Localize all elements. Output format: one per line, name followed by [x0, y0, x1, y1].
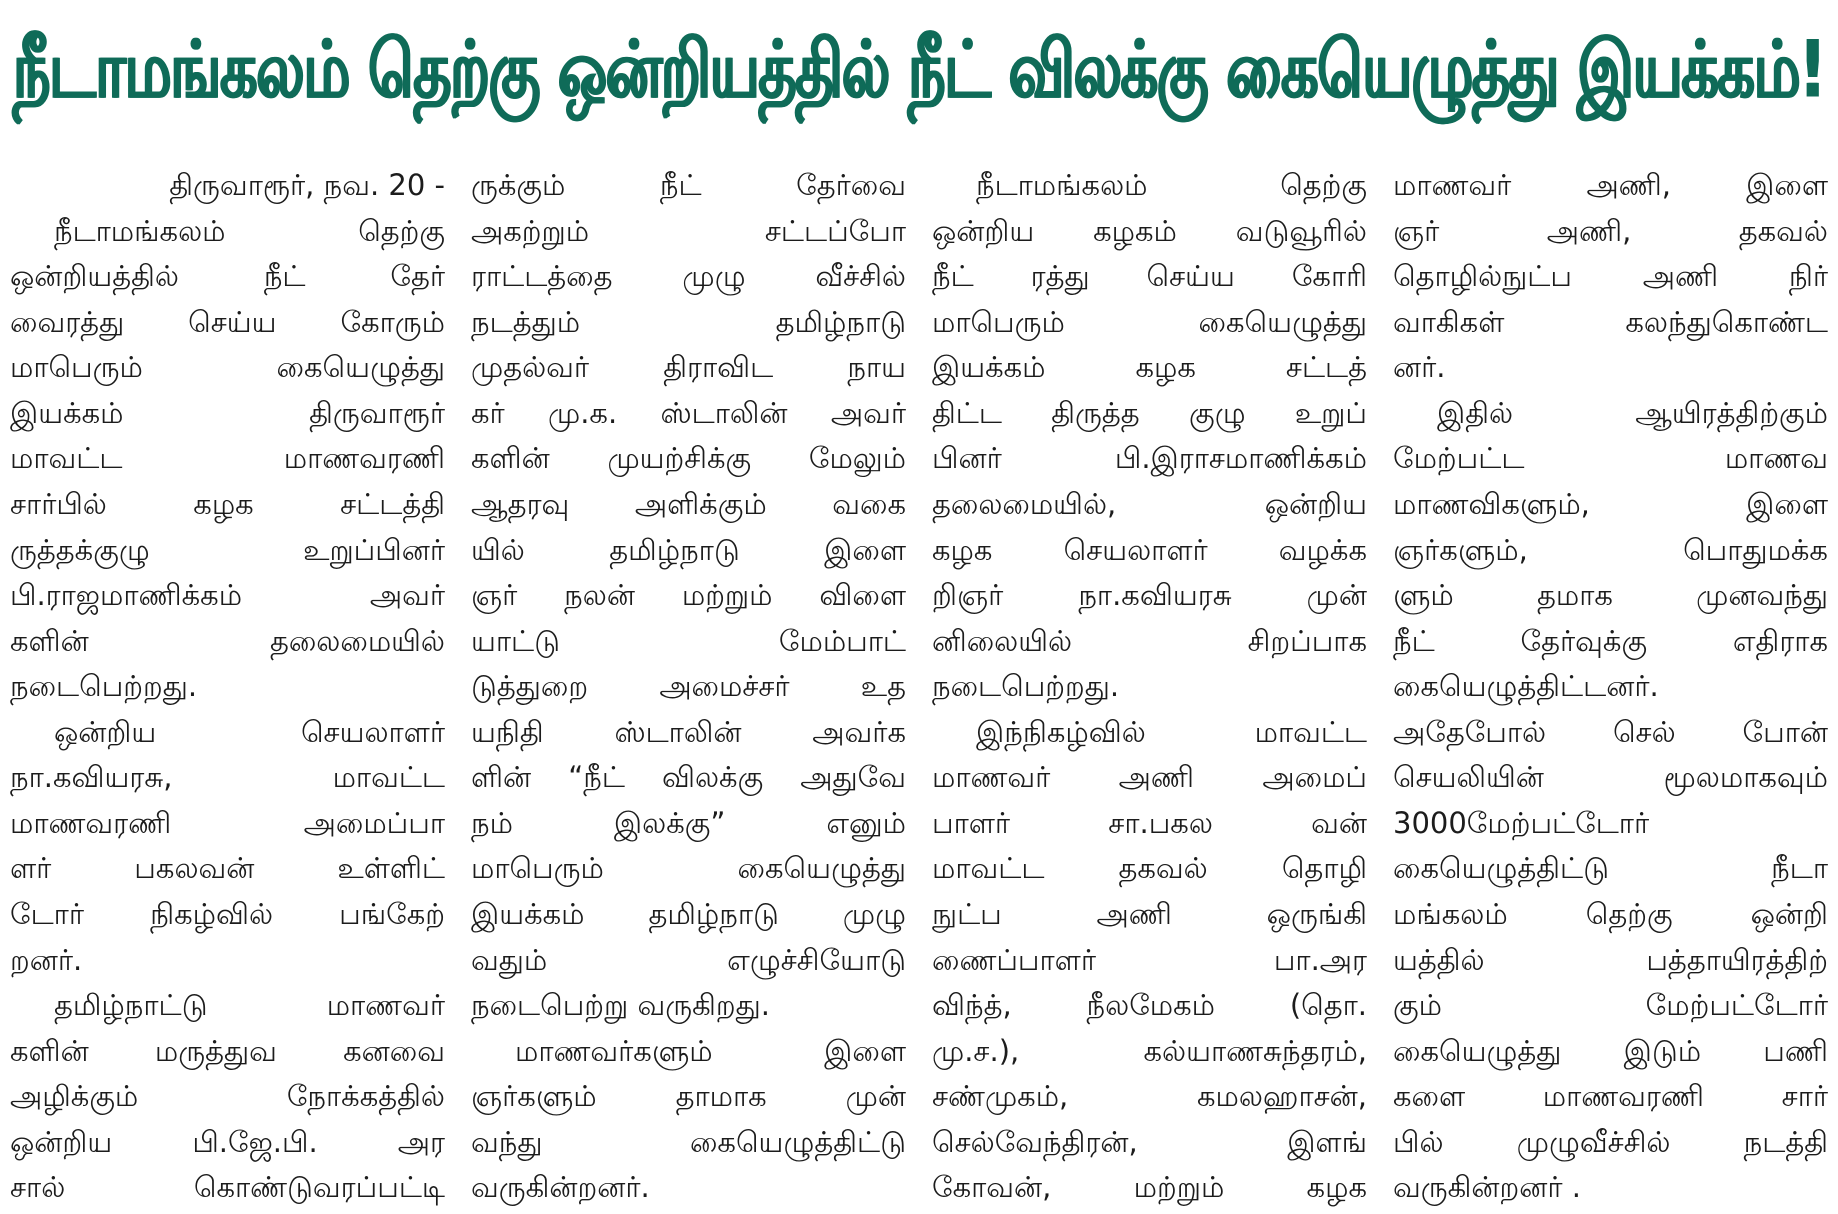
article-line: வருகின்றனர்.: [471, 1170, 650, 1205]
article-line: வைரத்து செய்ய கோரும்: [10, 304, 445, 339]
article-line: இந்நிகழ்வில் மாவட்ட: [976, 714, 1367, 749]
article-line: மாணவர்களும் இளை: [515, 1033, 906, 1068]
article-line: சார்பில் கழக சட்டத்தி: [10, 486, 445, 521]
article-line: கர் மு.க. ஸ்டாலின் அவர்: [471, 395, 906, 430]
article-line: தமிழ்நாட்டு மாணவர்: [54, 988, 445, 1023]
article-line: மாணவர் அணி அமைப்: [932, 760, 1367, 795]
article-line: நீட் ரத்து செய்ய கோரி: [932, 259, 1367, 294]
article-line: மங்கலம் தெற்கு ஒன்றி: [1393, 897, 1828, 931]
article-line: மாணவிகளும், இளை: [1393, 486, 1828, 521]
article-line: மாணவர் அணி, இளை: [1393, 168, 1828, 202]
article-column-3: [932, 162, 1367, 1210]
article-line: ஒன்றிய கழகம் வடுவூரில்: [932, 213, 1367, 248]
article-line: ஒன்றிய பி.ஜே.பி. அர: [10, 1124, 445, 1159]
article-line: ளும் தமாக முனவந்து: [1393, 578, 1828, 613]
article-line: கோவன், மற்றும் கழக: [932, 1170, 1367, 1205]
article-line: நீடாமங்கலம் தெற்கு: [54, 213, 445, 248]
article-line: நடைபெற்று வருகிறது.: [471, 988, 770, 1023]
article-line: மாபெரும் கையெழுத்து: [471, 851, 906, 886]
article-line: நடைபெற்றது.: [10, 669, 198, 704]
article-line: நடைபெற்றது.: [932, 669, 1120, 704]
article-line: பினர் பி.இராசமாணிக்கம்: [932, 441, 1367, 476]
article-line: கையெழுத்திட்டனர்.: [1393, 669, 1659, 704]
article-line: கையெழுத்திட்டு நீடா: [1393, 851, 1828, 886]
article-line: வந்து கையெழுத்திட்டு: [471, 1124, 906, 1159]
article-line: வாகிகள் கலந்துகொண்ட: [1393, 304, 1828, 339]
article-line: அகற்றும் சட்டப்போ: [471, 213, 906, 248]
article-line: நடத்தும் தமிழ்நாடு: [471, 304, 906, 339]
article-line: ஒன்றியத்தில் நீட் தேர்: [10, 259, 445, 294]
article-line: பாளர் சா.பகல வன்: [932, 805, 1367, 840]
article-line: இயக்கம் கழக சட்டத்: [932, 350, 1367, 385]
article-line: சால் கொண்டுவரப்பட்டி: [10, 1170, 445, 1205]
article-line: னர்.: [1393, 350, 1446, 385]
article-line: னிலையில் சிறப்பாக: [932, 623, 1367, 658]
article-line: ணைப்பாளர் பா.அர: [932, 942, 1367, 977]
article-line: சண்முகம், கமலஹாசன்,: [932, 1079, 1367, 1114]
article-line: மாபெரும் கையெழுத்து: [932, 304, 1367, 339]
article-line: நீடாமங்கலம் தெற்கு: [976, 168, 1367, 202]
article-line: அழிக்கும் நோக்கத்தில்: [10, 1079, 445, 1114]
article-line: மேற்பட்ட மாணவ: [1393, 441, 1828, 476]
article-line: திருவாரூர், நவ. 20 -: [169, 168, 445, 202]
article-line: ருத்தக்குழு உறுப்பினர்: [10, 532, 445, 567]
article-line: பில் முழுவீச்சில் நடத்தி: [1393, 1124, 1828, 1159]
article-line: டோர் நிகழ்வில் பங்கேற்: [10, 897, 445, 931]
article-line: யில் தமிழ்நாடு இளை: [471, 532, 906, 567]
article-column-4: [1393, 162, 1828, 1210]
article-line: விந்த், நீலமேகம் (தொ.: [932, 988, 1367, 1023]
article-column-1: [10, 162, 445, 1210]
article-line: இயக்கம் திருவாரூர்: [10, 395, 445, 430]
article-line: தலைமையில், ஒன்றிய: [932, 486, 1367, 521]
article-line: இயக்கம் தமிழ்நாடு முழு: [471, 897, 906, 931]
article-line: ஞர் அணி, தகவல்: [1393, 213, 1828, 248]
article-line: கும் மேற்பட்டோர்: [1393, 988, 1828, 1023]
article-line: ளின் “நீட் விலக்கு அதுவே: [471, 760, 906, 795]
article-line: களை மாணவரணி சார்: [1393, 1079, 1828, 1114]
article-line: வதும் எழுச்சியோடு: [471, 942, 906, 977]
article-line: நீட் தேர்வுக்கு எதிராக: [1393, 623, 1828, 658]
article-line: ஞர் நலன் மற்றும் விளை: [471, 578, 906, 613]
article-line: நா.கவியரசு, மாவட்ட: [10, 760, 445, 795]
article-line: மாணவரணி அமைப்பா: [10, 805, 445, 840]
article-line: 3000மேற்பட்டோர்: [1393, 805, 1650, 840]
article-line: திட்ட திருத்த குழு உறுப்: [932, 395, 1367, 430]
article-line: கையெழுத்து இடும் பணி: [1393, 1033, 1828, 1068]
article-line: தொழில்நுட்ப அணி நிர்: [1393, 259, 1828, 294]
article-line: ராட்டத்தை முழு வீச்சில்: [471, 259, 906, 294]
article-body: [10, 162, 1828, 1210]
article-line: பி.ராஜமாணிக்கம் அவர்: [10, 578, 445, 613]
article-line: யாட்டு மேம்பாட்: [471, 623, 906, 658]
article-line: ளர் பகலவன் உள்ளிட்: [10, 851, 445, 886]
article-line: நம் இலக்கு” எனும்: [471, 805, 906, 840]
article-line: மு.ச.), கல்யாணசுந்தரம்,: [932, 1033, 1367, 1068]
article-line: றனர்.: [10, 942, 83, 977]
article-line: மாவட்ட தகவல் தொழி: [932, 851, 1367, 886]
article-line: வருகின்றனர் .: [1393, 1170, 1581, 1205]
article-line: ஒன்றிய செயலாளர்: [54, 714, 445, 749]
article-line: ஞர்களும் தாமாக முன்: [471, 1079, 906, 1114]
article-line: செல்வேந்திரன், இளங்: [932, 1124, 1367, 1159]
article-line: மாபெரும் கையெழுத்து: [10, 350, 445, 385]
article-line: களின் முயற்சிக்கு மேலும்: [471, 441, 906, 476]
article-line: றிஞர் நா.கவியரசு முன்: [932, 578, 1367, 613]
article-column-2: [471, 162, 906, 1210]
article-line: நுட்ப அணி ஒருங்கி: [932, 897, 1367, 931]
article-line: செயலியின் மூலமாகவும்: [1393, 760, 1828, 795]
article-line: களின் மருத்துவ கனவை: [10, 1033, 445, 1068]
article-line: அதேபோல் செல் போன்: [1393, 714, 1828, 749]
article-line: மாவட்ட மாணவரணி: [10, 441, 445, 476]
article-line: யநிதி ஸ்டாலின் அவர்க: [471, 714, 906, 749]
article-line: யத்தில் பத்தாயிரத்திற்: [1393, 942, 1828, 977]
article-line: டுத்துறை அமைச்சர் உத: [471, 669, 906, 704]
article-line: ஆதரவு அளிக்கும் வகை: [471, 486, 906, 521]
article-line: இதில் ஆயிரத்திற்கும்: [1437, 395, 1828, 430]
article-line: ஞர்களும், பொதுமக்க: [1393, 532, 1828, 567]
article-line: முதல்வர் திராவிட நாய: [471, 350, 906, 385]
article-line: ருக்கும் நீட் தேர்வை: [471, 168, 906, 202]
article-line: களின் தலைமையில்: [10, 623, 445, 658]
article-line: கழக செயலாளர் வழக்க: [932, 532, 1367, 567]
headline: நீடாமங்கலம் தெற்கு ஒன்றியத்தில் நீட் விலக்கு கையெழுத்து இயக்கம்!: [13, 23, 1825, 116]
